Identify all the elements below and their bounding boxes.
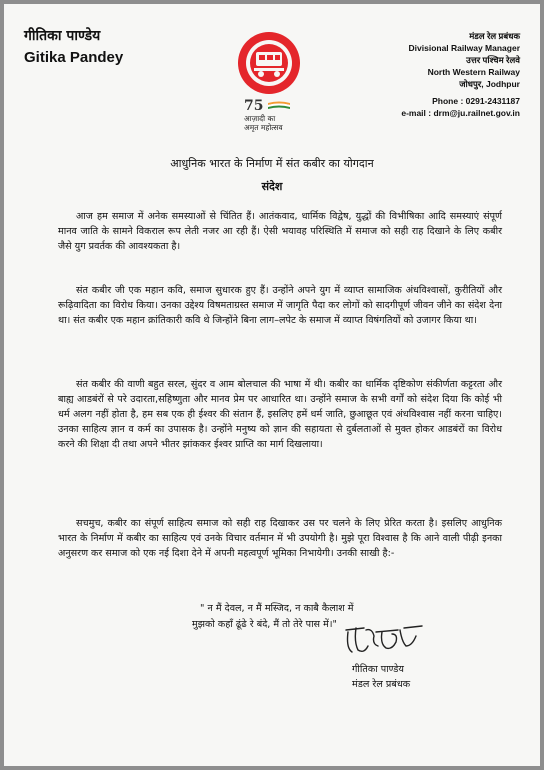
phone: Phone : 0291-2431187 <box>432 96 520 106</box>
paragraph-4: सचमुच, कबीर का संपूर्ण साहित्य समाज को सही राह दिखाकर उस पर चलने के लिए प्रेरित करता है। इसलिए आधुनिक भारत के निर्माण में कबीर का साहित्य एवं उनके विचार वर्तमान में भी उपयोगी है। मुझे पूरा विश्वास है कि आने वाली पीढ़ी इनका अनुसरण कर समाज को एक नई दिशा देने में अपनी महत्वपूर्ण भूमिका निभायेगी। उनकी साखी है:- <box>58 518 502 559</box>
signatory-name: गीतिका पाण्डेय <box>352 664 404 675</box>
name-english: Gitika Pandey <box>24 49 124 66</box>
paragraph-3: संत कबीर की वाणी बहुत सरल, सुंदर व आम बोलचाल की भाषा में थी। कबीर का धार्मिक दृष्टिकोण संकीर्णता कट्टरता और बाह्य आडबंरों से परे उदारता,सहिष्णुता और मानव प्रेम पर आधारित था। उन्होंने समाज के सभी वर्गों को संदेश दिया कि कोई भी धर्म अलग नहीं होता है, हम सब एक ही ईश्वर की संतान हैं, इसलिए हमें धर्म जाति, छुआछूत एवं अंधविश्वास नहीं करना चाहिए। उनका साहित्य ज्ञान व कर्म का उपासक है। उन्होंने मनुष्य को ज्ञान की सहायता से दुर्बलताओं से मुक्त होकर आडबंरों का विरोध करने की शिक्षा दी तथा अपने भीतर झांककर ईश्वर प्राप्ति का मार्ग दिखलाया। <box>58 379 502 450</box>
kabir-sakhi-quote <box>192 601 354 633</box>
city: जोधपुर, Jodhpur <box>459 79 520 89</box>
azadi-75-number: 75 <box>244 98 264 114</box>
handwritten-signature <box>342 622 424 658</box>
azadi-ka-amrit-mahotsav-logo <box>244 98 304 132</box>
azadi-line-2: अमृत महोत्सव <box>244 123 283 132</box>
railway-english: North Western Railway <box>427 67 520 77</box>
quote-line-2: मुझको कहाँ ढूंढे रे बंदे, मैं तो तेरे पास में।" <box>192 619 337 630</box>
tricolour-flag-icon <box>268 101 290 111</box>
name-hindi: गीतिका पाण्डेय <box>24 28 101 44</box>
railway-hindi: उत्तर पश्चिम रेलवे <box>466 55 520 65</box>
signatory-block <box>352 662 410 692</box>
letter-page <box>4 4 540 766</box>
signatory-designation: मंडल रेल प्रबंधक <box>352 679 411 690</box>
azadi-line-1: आज़ादी का <box>244 114 276 123</box>
email: e-mail : drm@ju.railnet.gov.in <box>401 108 520 118</box>
quote-line-1: " न मैं देवल, न मैं मस्जिद, न काबै कैलाश में <box>200 603 354 614</box>
letter-title: आधुनिक भारत के निर्माण में संत कबीर का योगदान <box>170 157 374 170</box>
indian-railways-logo <box>236 30 302 96</box>
letterhead-office-block <box>401 30 520 119</box>
letter-subtitle: संदेश <box>261 180 283 193</box>
designation-hindi: मंडल रेल प्रबंधक <box>469 31 520 41</box>
designation-english: Divisional Railway Manager <box>408 43 520 53</box>
paragraph-2: संत कबीर जी एक महान कवि, समाज सुधारक हुए हैं। उन्होंने अपने युग में व्याप्त सामाजिक अंधविश्वासों, कुरीतियों और रूढ़िवादिता का विरोध किया। उनका उद्देश्य विषमताग्रस्त समाज में जागृति पैदा कर लोगों को सादगीपूर्ण जीवन जीने का संदेश देना था। संत कबीर एक महान क्रांतिकारी कवि थे जिन्होंने बिना लाग–लपेट के समाज में व्याप्त विषंगतियों को उजागर किया था। <box>58 285 502 326</box>
paragraph-1: आज हम समाज में अनेक समस्याओं से चिंतित हैं। आतंकवाद, धार्मिक विद्वेष, युद्धों की विभीषिका आदि समस्याएं संपूर्ण मानव जाति के सामने विकराल रूप लेती नजर आ रही हैं। ऐसी भयावह परिस्थिति में समाज को सही राह दिखाने के लिए कबीर जैसे युग प्रवर्तक की आवश्यकता है। <box>58 211 502 252</box>
letterhead-name-block <box>24 26 123 66</box>
azadi-75-mark <box>244 98 304 114</box>
